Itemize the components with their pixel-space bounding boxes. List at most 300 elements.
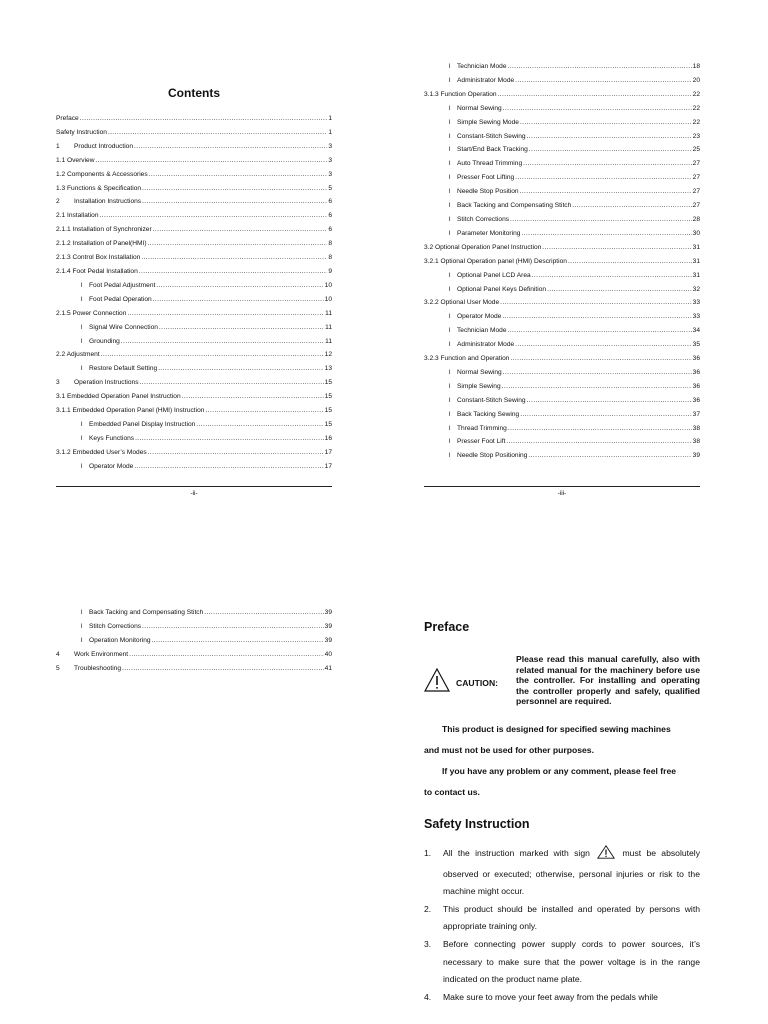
toc-chapter-number: 5	[56, 664, 60, 672]
toc-dot-leader	[510, 352, 691, 366]
toc-entry-label-group	[449, 408, 519, 422]
toc-entry-label-group	[81, 293, 152, 307]
toc-dot-leader	[156, 279, 323, 293]
contents-page-iv	[56, 606, 332, 676]
toc-bullet: l	[81, 281, 83, 289]
toc-dot-leader	[503, 366, 692, 380]
toc-entry-label-group	[449, 338, 514, 352]
toc-entry	[424, 74, 700, 88]
toc-dot-leader	[148, 237, 328, 251]
toc-page-number: 33	[692, 313, 700, 321]
toc-page-number: 35	[692, 341, 700, 349]
preface-body	[424, 719, 700, 803]
toc-entry-title: Work Environment	[74, 650, 129, 658]
toc-entry-title: 3.1.2 Embedded User’s Modes	[56, 448, 147, 456]
toc-page-number: 32	[692, 285, 700, 293]
toc-entry-label-group	[81, 620, 141, 634]
toc-entry-label-group	[449, 310, 501, 324]
toc-dot-leader	[101, 348, 324, 362]
toc-entry	[424, 60, 700, 74]
toc-dot-leader	[503, 102, 692, 116]
toc-entry-title: 3.2.3 Function and Operation	[424, 355, 510, 363]
toc-entry	[424, 435, 700, 449]
toc-entry-title: Operator Mode	[457, 313, 502, 321]
toc-entry-label-group	[56, 404, 204, 418]
toc-entry-title: 2.1.1 Installation of Synchronizer	[56, 226, 152, 234]
toc-entry-title: Back Tacking and Compensating Stitch	[457, 202, 572, 210]
toc-entry-label-group	[56, 237, 147, 251]
toc-entry	[424, 338, 700, 352]
toc-entry	[56, 154, 332, 168]
toc-dot-leader	[182, 390, 324, 404]
safety-item-text: Before connecting power supply cords to power sources, it’s necessary to make sure that the power voltage is in the range indicated on the product name plate.	[443, 938, 700, 985]
toc-page-number: 3	[328, 142, 332, 150]
toc-chapter-number: 2	[56, 198, 60, 206]
preface-page	[424, 620, 700, 1006]
toc-dot-leader	[515, 171, 691, 185]
toc-page-number: 5	[328, 184, 332, 192]
page-number-iii: -iii-	[557, 490, 567, 497]
toc-page-number: 20	[692, 76, 700, 84]
toc-dot-leader	[141, 251, 327, 265]
toc-entry-title: 3.2.1 Optional Operation panel (HMI) Description	[424, 257, 567, 265]
toc-entry	[56, 620, 332, 634]
toc-entry-title: Product Introduction	[74, 142, 134, 150]
toc-entry	[56, 112, 332, 126]
toc-dot-leader	[520, 408, 691, 422]
toc-dot-leader	[521, 227, 691, 241]
toc-entry	[424, 199, 700, 213]
toc-dot-leader	[134, 140, 327, 154]
toc-entry-label-group	[56, 223, 152, 237]
toc-dot-leader	[508, 422, 692, 436]
toc-entry-title: Administrator Mode	[457, 341, 515, 349]
toc-entry-label-group	[449, 199, 571, 213]
toc-bullet: l	[449, 104, 451, 112]
toc-entry	[56, 648, 332, 662]
toc-dot-leader	[153, 293, 324, 307]
toc-bullet: l	[449, 313, 451, 321]
toc-entry-title: 3.1.3 Function Operation	[424, 90, 497, 98]
safety-item-text-after: must be absolutely observed or executed; otherwise, personal injuries or risk to the machine might occur.	[443, 847, 701, 897]
toc-entry-label-group	[81, 460, 133, 474]
toc-bullet: l	[81, 434, 83, 442]
toc-page-number: 27	[692, 160, 700, 168]
toc-bullet: l	[449, 202, 451, 210]
toc-page-number: 18	[692, 63, 700, 70]
preface-para-1-line-2: and must not be used for other purposes.	[424, 744, 594, 755]
toc-page-number: 36	[692, 396, 700, 404]
toc-page-number: 31	[692, 243, 700, 251]
toc-dot-leader	[502, 380, 692, 394]
toc-entry-title: Technician Mode	[457, 327, 507, 335]
toc-entry-label-group	[449, 269, 531, 283]
contents-page-iii	[424, 60, 700, 463]
toc-page-number: 12	[324, 351, 332, 359]
toc-entry-label-group	[56, 168, 148, 182]
preface-para-2-line-1: If you have any problem or any comment, please feel free	[442, 765, 677, 776]
toc-entry-title: 2.1.2 Installation of Panel(HMI)	[56, 240, 147, 248]
toc-dot-leader	[196, 418, 323, 432]
toc-entry	[56, 140, 332, 154]
toc-page-number: 37	[692, 410, 700, 418]
toc-dot-leader	[568, 255, 692, 269]
toc-dot-leader	[129, 648, 324, 662]
toc-page-number: 28	[692, 215, 700, 223]
toc-entry-label-group	[81, 634, 151, 648]
toc-entry	[424, 88, 700, 102]
toc-list-iii	[424, 60, 700, 463]
toc-dot-leader	[528, 449, 691, 463]
toc-dot-leader	[498, 88, 692, 102]
toc-page-number: 38	[692, 438, 700, 446]
toc-entry	[424, 130, 700, 144]
toc-entry	[56, 293, 332, 307]
toc-entry-title: Restore Default Setting	[89, 365, 158, 373]
toc-page-number: 23	[692, 132, 700, 140]
toc-bullet: l	[449, 160, 451, 168]
toc-entry	[56, 223, 332, 237]
toc-entry-title: 3.1 Embedded Operation Panel Instruction	[56, 393, 181, 401]
toc-page-number: 15	[324, 379, 332, 387]
toc-bullet: l	[81, 636, 83, 644]
toc-dot-leader	[542, 241, 691, 255]
toc-page-number: 36	[692, 355, 700, 363]
toc-entry-label-group	[56, 446, 147, 460]
toc-dot-leader	[159, 321, 324, 335]
toc-entry-label-group	[56, 126, 107, 140]
toc-page-number: 6	[328, 198, 332, 206]
toc-entry	[56, 404, 332, 418]
toc-page-number: 22	[692, 90, 700, 98]
safety-list	[424, 845, 700, 1006]
toc-entry	[56, 376, 332, 390]
footer-rule-ii	[56, 486, 332, 487]
toc-dot-leader	[507, 60, 691, 74]
toc-entry-title: 3.2 Optional Operation Panel Instruction	[424, 243, 542, 251]
toc-entry	[424, 380, 700, 394]
toc-entry	[424, 324, 700, 338]
toc-bullet: l	[449, 63, 451, 70]
toc-entry-title: 1.3 Functions & Specification	[56, 184, 142, 192]
toc-entry-title: Stitch Corrections	[457, 215, 510, 223]
toc-entry-title: Preface	[56, 115, 79, 122]
toc-entry	[56, 321, 332, 335]
toc-list-iv	[56, 606, 332, 676]
toc-page-number: 31	[692, 257, 700, 265]
toc-page-number: 1	[328, 115, 332, 122]
toc-entry-label-group	[81, 418, 195, 432]
toc-entry-title: Back Tacking Sewing	[457, 410, 520, 418]
toc-dot-leader	[520, 116, 692, 130]
toc-entry-label-group	[449, 324, 506, 338]
toc-dot-leader	[134, 460, 323, 474]
toc-entry-label-group	[449, 366, 502, 380]
toc-dot-leader	[204, 606, 323, 620]
toc-entry-title: Grounding	[89, 337, 120, 345]
safety-item-text: This product should be installed and operated by persons with appropriate training only.	[443, 903, 700, 932]
toc-bullet: l	[449, 132, 451, 140]
toc-page-number: 22	[692, 104, 700, 112]
toc-entry-title: Operator Mode	[89, 462, 134, 470]
toc-entry	[424, 283, 700, 297]
toc-entry-label-group	[56, 154, 94, 168]
toc-page-number: 11	[325, 323, 332, 331]
toc-entry	[56, 251, 332, 265]
toc-entry-title: 1.1 Overview	[56, 156, 95, 164]
toc-dot-leader	[80, 112, 328, 126]
toc-dot-leader	[507, 324, 691, 338]
toc-entry	[56, 390, 332, 404]
toc-entry	[424, 449, 700, 463]
toc-bullet: l	[81, 323, 83, 331]
toc-entry-label-group	[449, 227, 520, 241]
toc-entry-title: Presser Foot Lifting	[457, 174, 515, 182]
toc-entry-title: Normal Sewing	[457, 104, 502, 112]
toc-entry-title: Simple Sewing Mode	[457, 118, 519, 126]
toc-dot-leader	[127, 307, 324, 321]
toc-bullet: l	[81, 609, 83, 616]
toc-page-number: 3	[328, 156, 332, 164]
toc-entry-label-group	[449, 435, 505, 449]
toc-entry-title: Foot Pedal Adjustment	[89, 281, 156, 289]
toc-entry-label-group	[449, 60, 506, 74]
toc-page-number: 27	[692, 188, 700, 196]
toc-dot-leader	[135, 432, 324, 446]
footer-rule-iii	[424, 486, 700, 487]
toc-dot-leader	[527, 130, 692, 144]
toc-page-number: 6	[328, 212, 332, 220]
toc-dot-leader	[149, 168, 328, 182]
toc-entry-label-group	[56, 265, 138, 279]
toc-entry-label-group	[56, 662, 121, 676]
toc-entry-title: 2.2 Adjustment	[56, 351, 100, 359]
toc-dot-leader	[158, 362, 323, 376]
toc-entry-title: Auto Thread Trimming	[457, 160, 523, 168]
toc-page-number: 9	[328, 267, 332, 275]
toc-entry-title: Back Tacking and Compensating Stitch	[89, 609, 204, 616]
toc-entry-label-group	[449, 283, 546, 297]
toc-entry	[56, 662, 332, 676]
toc-entry	[424, 269, 700, 283]
toc-entry-label-group	[449, 143, 528, 157]
toc-entry-label-group	[424, 88, 497, 102]
toc-entry-title: Thread Trimming	[457, 424, 507, 432]
toc-page-number: 39	[692, 452, 700, 460]
toc-page-number: 17	[324, 462, 332, 470]
toc-entry-title: Start/End Back Tracking	[457, 146, 528, 154]
contents-page-ii	[56, 60, 332, 474]
toc-entry-label-group	[449, 116, 519, 130]
toc-entry-label-group	[56, 348, 100, 362]
preface-heading: Preface	[424, 620, 470, 634]
toc-page-number: 15	[324, 393, 332, 401]
toc-entry	[56, 182, 332, 196]
toc-entry-title: Embedded Panel Display Instruction	[89, 420, 196, 428]
safety-item-number: 4.	[424, 991, 432, 1002]
toc-entry-label-group	[56, 209, 99, 223]
toc-page-number: 11	[325, 309, 332, 317]
safety-item-number: 2.	[424, 903, 432, 914]
toc-entry-label-group	[449, 394, 526, 408]
toc-entry-title: Installation Instructions	[74, 198, 142, 206]
toc-entry-title: Keys Functions	[89, 434, 135, 442]
toc-entry-label-group	[81, 335, 120, 349]
toc-bullet: l	[449, 271, 451, 279]
toc-entry	[56, 335, 332, 349]
safety-item-text	[443, 845, 700, 901]
toc-entry-title: Administrator Mode	[457, 76, 515, 84]
toc-dot-leader	[100, 209, 328, 223]
toc-entry-title: Optional Panel Keys Definition	[457, 285, 547, 293]
toc-entry-title: Foot Pedal Operation	[89, 295, 152, 303]
preface-para-2-line-2: to contact us.	[424, 786, 480, 797]
toc-entry-label-group	[81, 279, 155, 293]
toc-entry-label-group	[56, 376, 139, 390]
toc-entry-title: Safety Instruction	[56, 128, 107, 136]
toc-page-number: 3	[328, 170, 332, 178]
toc-entry-label-group	[449, 213, 509, 227]
safety-item	[424, 989, 700, 1007]
toc-dot-leader	[510, 213, 692, 227]
toc-list-ii	[56, 112, 332, 474]
toc-entry-title: Stitch Corrections	[89, 622, 142, 630]
toc-entry-title: Needle Stop Position	[457, 188, 519, 196]
toc-dot-leader	[142, 620, 324, 634]
toc-page-number: 34	[692, 327, 700, 335]
toc-dot-leader	[142, 182, 327, 196]
toc-bullet: l	[449, 229, 451, 237]
toc-page-number: 6	[328, 226, 332, 234]
toc-dot-leader	[500, 296, 692, 310]
warning-triangle-icon	[597, 845, 615, 866]
safety-item-number: 3.	[424, 938, 432, 949]
toc-page-number: 39	[324, 636, 332, 644]
toc-page-number: 22	[692, 118, 700, 126]
toc-page-number: 13	[324, 365, 332, 373]
toc-entry	[56, 348, 332, 362]
toc-entry	[424, 143, 700, 157]
toc-page-number: 15	[324, 420, 332, 428]
toc-entry	[424, 157, 700, 171]
toc-bullet: l	[449, 396, 451, 404]
safety-heading: Safety Instruction	[424, 816, 530, 831]
safety-item-text-before: All the instruction marked with sign	[443, 847, 590, 858]
toc-page-number: 25	[692, 146, 700, 154]
toc-entry	[56, 432, 332, 446]
toc-bullet: l	[449, 327, 451, 335]
toc-entry	[56, 634, 332, 648]
toc-page-number: 39	[324, 622, 332, 630]
toc-entry	[56, 237, 332, 251]
toc-entry-label-group	[424, 241, 541, 255]
toc-dot-leader	[532, 269, 692, 283]
toc-entry	[424, 422, 700, 436]
toc-entry	[424, 241, 700, 255]
toc-dot-leader	[506, 435, 691, 449]
caution-box	[424, 654, 700, 707]
caution-label: CAUTION:	[456, 677, 499, 688]
contents-title: Contents	[168, 86, 220, 100]
toc-entry	[424, 185, 700, 199]
safety-item	[424, 901, 700, 936]
safety-item-text: Make sure to move your feet away from the pedals while	[443, 991, 658, 1002]
toc-entry	[424, 296, 700, 310]
toc-dot-leader	[140, 376, 324, 390]
toc-dot-leader	[515, 74, 691, 88]
toc-bullet: l	[81, 337, 83, 345]
toc-entry-label-group	[424, 296, 499, 310]
toc-entry-label-group	[424, 352, 509, 366]
toc-entry	[424, 171, 700, 185]
toc-entry	[56, 460, 332, 474]
toc-page-number: 27	[692, 174, 700, 182]
toc-entry-title: Presser Foot Lift	[457, 438, 506, 446]
toc-entry-label-group	[56, 648, 128, 662]
toc-entry-label-group	[56, 251, 140, 265]
toc-page-number: 40	[324, 650, 332, 658]
toc-entry-label-group	[449, 185, 519, 199]
safety-item	[424, 845, 700, 901]
toc-dot-leader	[95, 154, 327, 168]
toc-bullet: l	[449, 424, 451, 432]
toc-entry	[424, 116, 700, 130]
toc-entry-title: Signal Wire Connection	[89, 323, 158, 331]
toc-entry	[424, 227, 700, 241]
toc-entry	[424, 352, 700, 366]
toc-page-number: 39	[324, 609, 332, 616]
toc-entry-label-group	[81, 606, 203, 620]
safety-item	[424, 936, 700, 989]
toc-bullet: l	[449, 341, 451, 349]
toc-bullet: l	[449, 438, 451, 446]
toc-chapter-number: 4	[56, 650, 60, 658]
toc-entry	[56, 446, 332, 460]
toc-page-number: 15	[324, 407, 332, 415]
toc-bullet: l	[81, 622, 83, 630]
toc-entry-label-group	[56, 390, 181, 404]
toc-entry	[56, 279, 332, 293]
toc-entry	[424, 366, 700, 380]
toc-bullet: l	[449, 410, 451, 418]
toc-page-number: 1	[328, 128, 332, 136]
toc-page-number: 31	[692, 271, 700, 279]
toc-entry-title: 2.1.3 Control Box Installation	[56, 254, 141, 262]
toc-entry-title: 3.1.1 Embedded Operation Panel (HMI) Instruction	[56, 407, 205, 415]
toc-bullet: l	[449, 452, 451, 460]
toc-page-number: 36	[692, 382, 700, 390]
toc-chapter-number: 3	[56, 379, 60, 387]
toc-entry	[424, 310, 700, 324]
toc-page-number: 10	[324, 295, 332, 303]
toc-dot-leader	[205, 404, 323, 418]
toc-page-number: 17	[324, 448, 332, 456]
toc-bullet: l	[81, 420, 83, 428]
toc-entry-title: Technician Mode	[457, 63, 507, 70]
toc-page-number: 41	[324, 664, 332, 672]
toc-entry-title: Operation Monitoring	[89, 636, 151, 644]
toc-entry	[56, 209, 332, 223]
toc-dot-leader	[108, 126, 327, 140]
toc-bullet: l	[449, 285, 451, 293]
toc-entry-label-group	[449, 157, 522, 171]
toc-entry	[424, 255, 700, 269]
toc-entry-label-group	[449, 130, 526, 144]
toc-entry-label-group	[56, 182, 141, 196]
toc-entry-title: Troubleshooting	[74, 664, 122, 672]
toc-entry	[56, 307, 332, 321]
caution-label-group	[424, 668, 516, 697]
